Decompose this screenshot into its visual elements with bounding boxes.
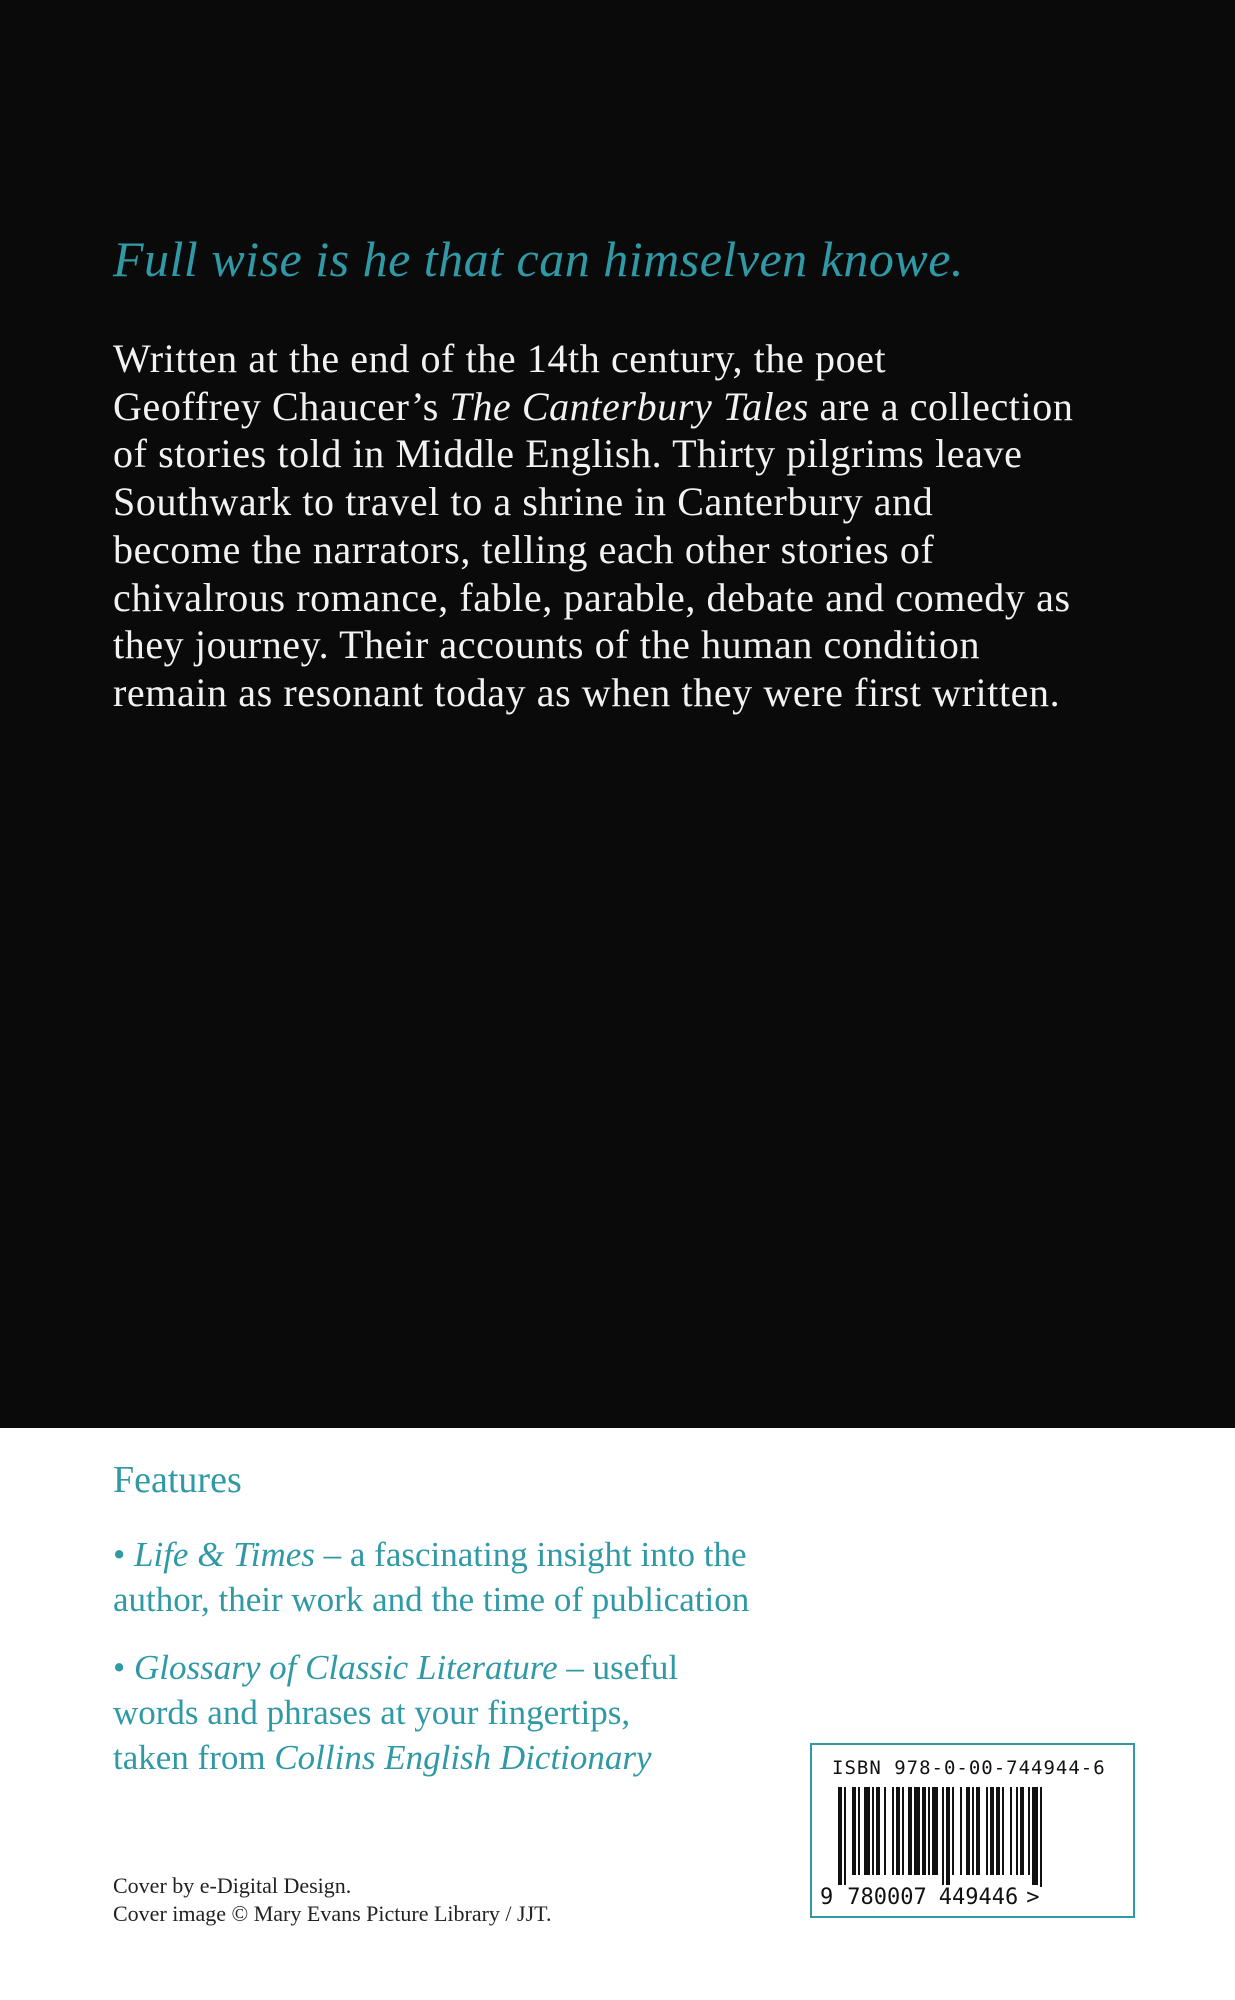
epigraph-quote: Full wise is he that can himselven knowe. [113, 231, 964, 287]
barcode-bar [902, 1787, 904, 1875]
cover-credits [113, 1872, 551, 1928]
barcode-bar [1020, 1787, 1024, 1875]
blurb-line: remain as resonant today as when they were first written. [113, 669, 1061, 715]
blurb-line: of stories told in Middle English. Thirty pilgrims leave [113, 431, 1023, 477]
barcode-bar [884, 1787, 886, 1875]
barcode-bar [928, 1787, 930, 1875]
barcode-bar [914, 1787, 920, 1875]
description-blurb [113, 335, 1173, 717]
barcode-bar [1040, 1787, 1042, 1887]
barcode-bar [946, 1787, 950, 1887]
barcode-bar [1028, 1787, 1030, 1875]
barcode-bar [986, 1787, 988, 1875]
barcode-bar [1010, 1787, 1012, 1875]
barcode-bars [834, 1787, 1114, 1887]
barcode-bar [852, 1787, 856, 1875]
barcode-bar [872, 1787, 874, 1875]
barcode-bar [838, 1787, 842, 1887]
blurb-line: Written at the end of the 14th century, the poet [113, 336, 887, 381]
barcode-bar [996, 1787, 1000, 1875]
features-heading: Features [113, 1459, 242, 1501]
barcode-bar [1002, 1787, 1004, 1875]
blurb-line: Southwark to travel to a shrine in Canterbury and [113, 479, 934, 525]
barcode-bar [908, 1787, 912, 1875]
blurb-line: Geoffrey Chaucer’s The Canterbury Tales are a collection [113, 383, 1074, 429]
blurb-line: they journey. Their accounts of the human condition [113, 622, 981, 668]
barcode-bar [1032, 1787, 1038, 1887]
feature-item-glossary: • Glossary of Classic Literature – useful words and phrases at your fingertips, taken from Collins English Dictionary [113, 1648, 679, 1777]
blurb-line: become the narrators, telling each other stories of [113, 526, 935, 572]
barcode-bar [858, 1787, 860, 1875]
book-title: The Canterbury Tales [449, 383, 809, 429]
barcode-bar [952, 1787, 954, 1875]
barcode-bar [966, 1787, 970, 1875]
barcode-bar [990, 1787, 994, 1875]
barcode-bar [922, 1787, 926, 1875]
barcode-bar [876, 1787, 880, 1875]
barcode-bar [1016, 1787, 1018, 1875]
barcode-bar [896, 1787, 900, 1875]
blurb-line: chivalrous romance, fable, parable, debate and comedy as [113, 574, 1071, 620]
feature-item-life-and-times: • Life & Times – a fascinating insight into the author, their work and the time of publication [113, 1535, 750, 1619]
barcode-digits: 9 780007 449446 > [820, 1885, 1040, 1910]
isbn-label: ISBN 978-0-00-744944-6 [832, 1757, 1106, 1779]
barcode-bar [972, 1787, 974, 1875]
credit-design: Cover by e-Digital Design. [113, 1873, 352, 1898]
barcode-bar [960, 1787, 962, 1875]
barcode-bar [942, 1787, 944, 1887]
barcode-bar [932, 1787, 938, 1875]
barcode-bar [844, 1787, 846, 1887]
credit-image: Cover image © Mary Evans Picture Library / JJT. [113, 1901, 552, 1926]
barcode-bar [892, 1787, 894, 1875]
barcode-bar [976, 1787, 980, 1875]
barcode-bar [864, 1787, 870, 1875]
isbn-barcode [810, 1743, 1135, 1918]
